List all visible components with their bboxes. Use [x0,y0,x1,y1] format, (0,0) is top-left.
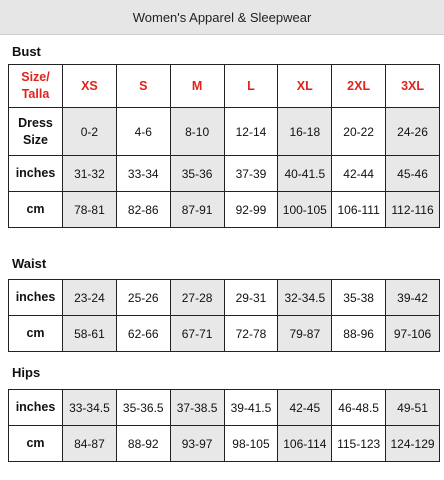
dress-size-cell: 4-6 [116,108,170,156]
dress-size-cell: 16-18 [278,108,332,156]
size-l: L [224,65,278,108]
bust-cm-cell: 92-99 [224,192,278,228]
bust-inches-cell: 31-32 [63,156,117,192]
waist-inches-cell: 35-38 [332,280,386,316]
bust-inches-cell: 35-36 [170,156,224,192]
waist-table [8,279,440,352]
dress-size-line1: Dress [18,115,53,130]
dress-size-cell: 20-22 [332,108,386,156]
waist-cm-cell: 79-87 [278,316,332,352]
hips-cm-cell: 88-92 [116,426,170,462]
bust-inches-cell: 45-46 [386,156,440,192]
bust-cm-cell: 78-81 [63,192,117,228]
size-label-line1: Size/ [21,70,50,84]
waist-inches-cell: 32-34.5 [278,280,332,316]
dress-size-label [9,108,63,156]
size-2xl: 2XL [332,65,386,108]
waist-inches-cell: 25-26 [116,280,170,316]
hips-inches-cell: 37-38.5 [170,390,224,426]
size-xl: XL [278,65,332,108]
hips-section-label: Hips [12,365,41,380]
bust-inches-label: inches [9,156,63,192]
size-header-row [9,65,440,108]
hips-cm-cell: 106-114 [278,426,332,462]
bust-cm-cell: 106-111 [332,192,386,228]
hips-cm-cell: 115-123 [332,426,386,462]
size-talla-label [9,65,63,108]
waist-cm-cell: 58-61 [63,316,117,352]
dress-size-cell: 12-14 [224,108,278,156]
dress-size-cell: 24-26 [386,108,440,156]
size-m: M [170,65,224,108]
dress-size-cell: 0-2 [63,108,117,156]
hips-inches-label: inches [9,390,63,426]
waist-section-label: Waist [12,256,47,271]
bust-inches-cell: 42-44 [332,156,386,192]
waist-inches-row [9,280,440,316]
waist-cm-cell: 97-106 [386,316,440,352]
dress-size-cell: 8-10 [170,108,224,156]
hips-inches-cell: 49-51 [386,390,440,426]
hips-cm-cell: 93-97 [170,426,224,462]
dress-size-line2: Size [22,132,48,147]
bust-cm-row [9,192,440,228]
hips-inches-cell: 35-36.5 [116,390,170,426]
hips-inches-cell: 33-34.5 [63,390,117,426]
bust-inches-cell: 40-41.5 [278,156,332,192]
hips-inches-row [9,390,440,426]
waist-inches-cell: 39-42 [386,280,440,316]
hips-table [8,389,440,462]
waist-cm-cell: 72-78 [224,316,278,352]
waist-cm-row [9,316,440,352]
waist-inches-label: inches [9,280,63,316]
hips-inches-cell: 46-48.5 [332,390,386,426]
bust-cm-cell: 87-91 [170,192,224,228]
hips-cm-cell: 84-87 [63,426,117,462]
hips-cm-cell: 98-105 [224,426,278,462]
size-3xl: 3XL [386,65,440,108]
chart-title: Women's Apparel & Sleepwear [0,0,444,35]
size-s: S [116,65,170,108]
waist-inches-cell: 27-28 [170,280,224,316]
size-xs: XS [63,65,117,108]
bust-cm-cell: 82-86 [116,192,170,228]
hips-cm-cell: 124-129 [386,426,440,462]
waist-inches-cell: 23-24 [63,280,117,316]
bust-section-label: Bust [12,44,41,59]
waist-cm-cell: 88-96 [332,316,386,352]
waist-cm-cell: 62-66 [116,316,170,352]
bust-inches-row [9,156,440,192]
bust-table [8,64,440,228]
bust-inches-cell: 33-34 [116,156,170,192]
bust-cm-cell: 100-105 [278,192,332,228]
hips-cm-label: cm [9,426,63,462]
bust-cm-cell: 112-116 [386,192,440,228]
size-label-line2: Talla [21,87,50,101]
bust-cm-label: cm [9,192,63,228]
waist-inches-cell: 29-31 [224,280,278,316]
waist-cm-label: cm [9,316,63,352]
hips-cm-row [9,426,440,462]
hips-inches-cell: 42-45 [278,390,332,426]
hips-inches-cell: 39-41.5 [224,390,278,426]
dress-size-row [9,108,440,156]
bust-inches-cell: 37-39 [224,156,278,192]
waist-cm-cell: 67-71 [170,316,224,352]
